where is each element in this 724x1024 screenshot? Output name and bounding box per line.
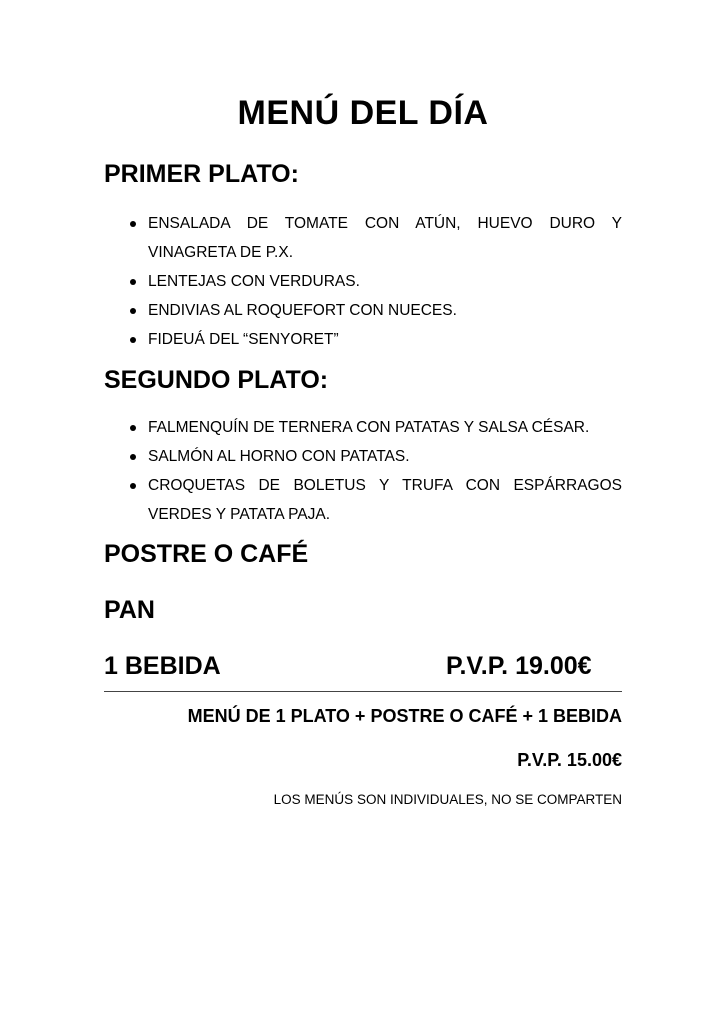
combo-menu-label: MENÚ DE 1 PLATO + POSTRE O CAFÉ + 1 BEBIDA	[187, 706, 622, 726]
list-item: FALMENQUÍN DE TERNERA CON PATATAS Y SALSA CÉSAR.	[104, 413, 622, 442]
sharing-note: LOS MENÚS SON INDIVIDUALES, NO SE COMPARTEN	[273, 792, 622, 807]
primer-plato-list	[104, 209, 622, 354]
primer-plato-heading: PRIMER PLATO:	[104, 160, 299, 188]
bebida-heading: 1 BEBIDA	[104, 652, 221, 680]
postre-heading: POSTRE O CAFÉ	[104, 540, 309, 568]
combo-menu-price: P.V.P. 15.00€	[517, 750, 622, 770]
list-item: ENSALADA DE TOMATE CON ATÚN, HUEVO DURO Y VINAGRETA DE P.X.	[104, 209, 622, 267]
list-item: FIDEUÁ DEL “SENYORET”	[104, 325, 622, 354]
list-item: SALMÓN AL HORNO CON PATATAS.	[104, 442, 622, 471]
list-item: LENTEJAS CON VERDURAS.	[104, 267, 622, 296]
pan-heading: PAN	[104, 596, 155, 624]
page-title: MENÚ DEL DÍA	[237, 94, 489, 132]
divider	[104, 691, 622, 692]
segundo-plato-heading: SEGUNDO PLATO:	[104, 366, 329, 394]
segundo-plato-list	[104, 413, 622, 529]
list-item: ENDIVIAS AL ROQUEFORT CON NUECES.	[104, 296, 622, 325]
main-price: P.V.P. 19.00€	[446, 652, 592, 680]
list-item: CROQUETAS DE BOLETUS Y TRUFA CON ESPÁRRAGOS VERDES Y PATATA PAJA.	[104, 471, 622, 529]
